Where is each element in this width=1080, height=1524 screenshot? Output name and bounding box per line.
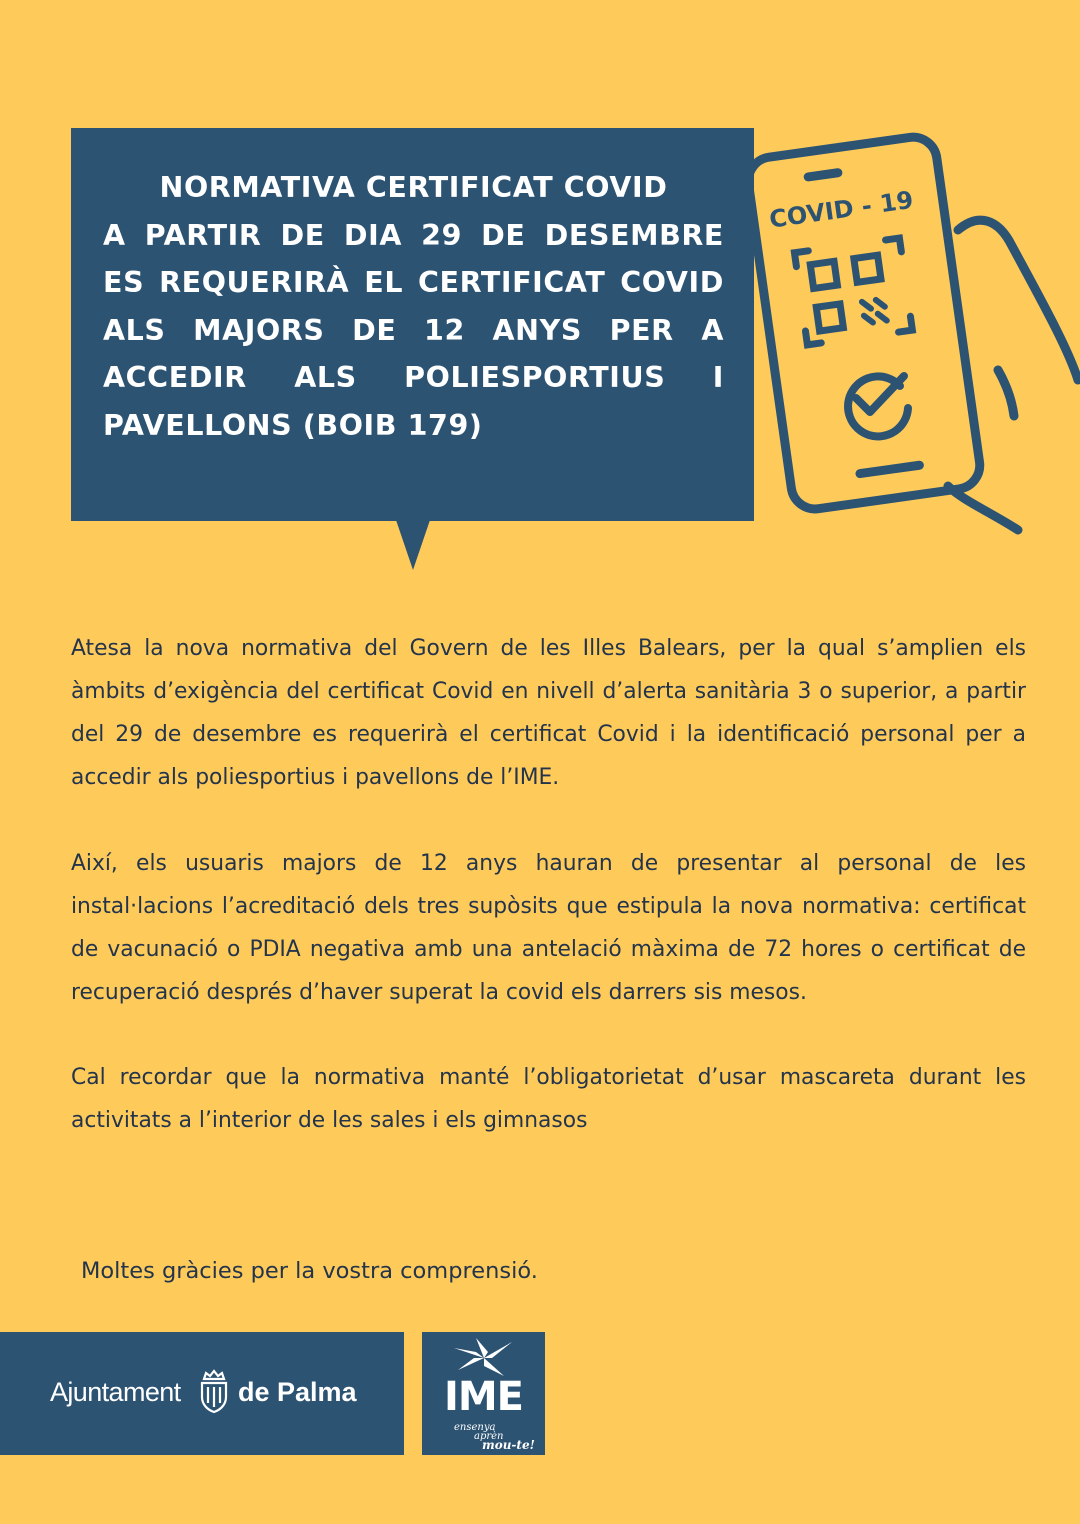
paragraph-requirements: Així, els usuaris majors de 12 anys hauran de presentar al personal de les instal·lacions l’acreditació dels tres supòsits que estipula la nova normativa: certificat de vacunació o PDIA negativa amb una antelació màxima de 72 hores o certificat de recuperació després d’haver superat la covid els darrers sis mesos.	[71, 851, 1026, 1005]
covid-label: COVID - 19	[767, 185, 915, 234]
checkmark-icon	[848, 376, 908, 436]
speech-pointer	[396, 520, 430, 570]
svg-text:ensenya: ensenya	[454, 1422, 496, 1433]
ime-tagline-signature	[422, 1332, 545, 1455]
ajuntament-word: Ajuntament	[50, 1377, 181, 1407]
phone-qr-icon	[750, 118, 1080, 548]
qr-code-icon	[794, 238, 912, 345]
svg-text:mou-te!: mou-te!	[482, 1438, 535, 1452]
paragraph-mask: Cal recordar que la normativa manté l’obligatorietat d’usar mascareta durant les activitats a l’interior de les sales i els gimnasos	[71, 1065, 1026, 1133]
coat-of-arms-icon	[197, 1369, 231, 1415]
ajuntament-city: de Palma	[238, 1377, 357, 1407]
notice-box	[71, 128, 754, 521]
notice-title: NORMATIVA CERTIFICAT COVID	[159, 171, 668, 204]
closing-thanks: Moltes gràcies per la vostra comprensió.	[81, 1258, 538, 1284]
svg-text:aprèn: aprèn	[474, 1431, 504, 1442]
ajuntament-palma-logo	[0, 1332, 404, 1455]
notice-body: A PARTIR DE DIA 29 DE DESEMBRE ES REQUERIRÀ EL CERTIFICAT COVID ALS MAJORS DE 12 ANYS PER A ACCEDIR ALS POLIESPORTIUS I PAVELLONS (BOIB 179)	[103, 218, 724, 442]
ime-text: IME	[443, 1374, 523, 1420]
paragraph-intro: Atesa la nova normativa del Govern de les Illes Balears, per la qual s’amplien els àmbits d’exigència del certificat Covid en nivell d’alerta sanitària 3 o superior, a partir del 29 de desembre es requerirà el certificat Covid i la identificació personal per a accedir als poliesportius i pavellons de l’IME.	[71, 636, 1026, 790]
ime-logo	[422, 1332, 545, 1455]
